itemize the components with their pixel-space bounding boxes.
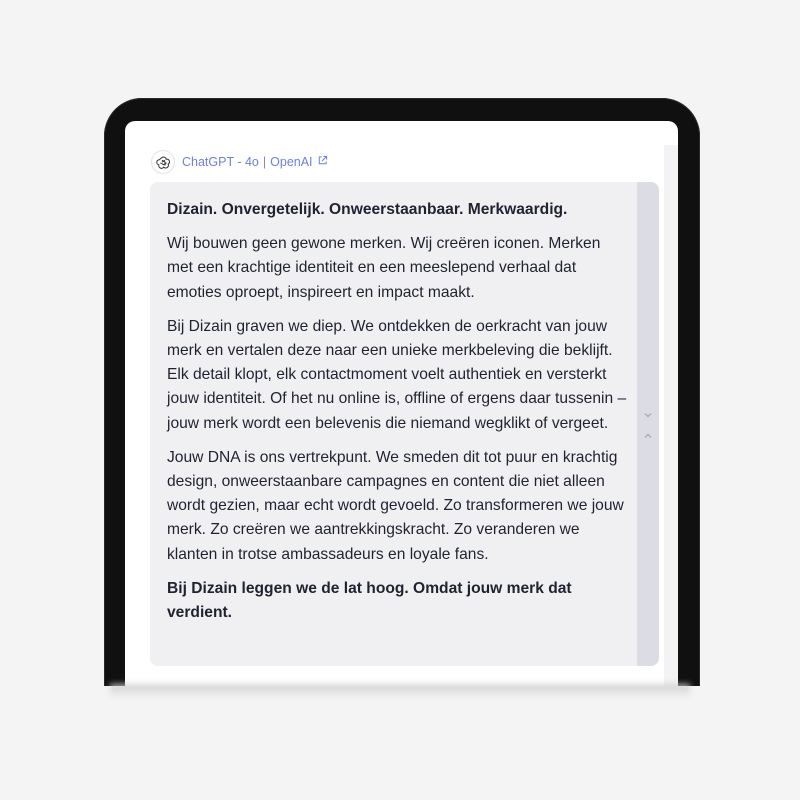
assistant-message-bubble (150, 182, 659, 666)
scrollbar-track[interactable] (637, 182, 659, 666)
provider-link[interactable]: OpenAI (270, 155, 313, 169)
bottom-background (0, 686, 800, 800)
header-separator: | (262, 155, 267, 169)
message-paragraph: Jouw DNA is ons vertrekpunt. We smeden dit tot puur en krachtig design, onweerstaanbare campagnes en content die niet alleen wordt gezien, maar echt wordt gevoeld. Zo transformeren we jouw merk. Zo creëren we aantrekkingskracht. Zo veranderen we klanten in trotse ambassadeurs en loyale fans. (167, 448, 624, 563)
message-paragraph: Bij Dizain graven we diep. We ontdekken de oerkracht van jouw merk en vertalen deze naar een unieke merkbeleving die beklijft. Elk detail klopt, elk contactmoment voelt authentiek en versterkt jouw identiteit. Of het nu online is, offline of ergens daar tussenin – jouw merk wordt een belevenis die niemand wegklikt of vergeet. (167, 317, 627, 432)
message-closing: Bij Dizain leggen we de lat hoog. Omdat jouw merk dat verdient. (167, 579, 572, 622)
model-name: ChatGPT - 4o (182, 155, 259, 169)
right-edge-panel (664, 145, 678, 686)
chevron-up-icon[interactable] (642, 429, 654, 441)
message-heading: Dizain. Onvergetelijk. Onweerstaanbaar. Merkwaardig. (167, 201, 568, 218)
message-paragraph: Wij bouwen geen gewone merken. Wij creëren iconen. Merken met een krachtige identiteit en een meeslepend verhaal dat emoties oproept, inspireert en impact maakt. (167, 235, 601, 301)
app-screen (125, 121, 678, 686)
message-header (151, 151, 328, 173)
model-source-label (182, 155, 328, 169)
message-content (167, 198, 629, 635)
chevron-down-icon[interactable] (642, 408, 654, 420)
openai-logo-icon (151, 150, 175, 174)
external-link-icon[interactable] (317, 155, 328, 169)
